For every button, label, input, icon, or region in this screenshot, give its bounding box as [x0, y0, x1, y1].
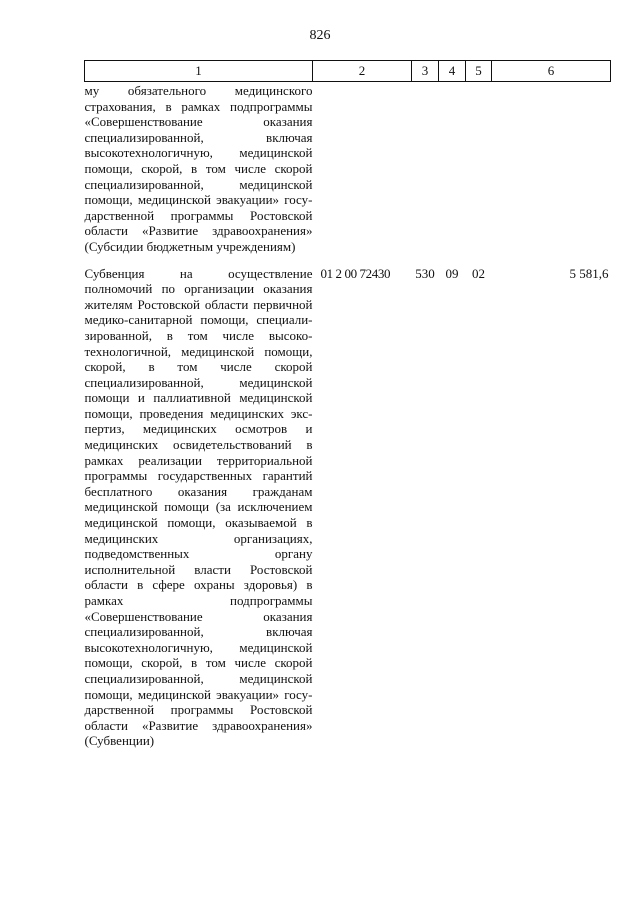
row-target-code: 01 2 00 72430 — [320, 265, 391, 281]
row-subsection: 02 — [472, 265, 485, 281]
row-amount: 5 581,6 — [569, 265, 609, 281]
table-row — [85, 255, 611, 749]
row-target-code — [313, 82, 412, 255]
row-expense-type — [412, 82, 439, 255]
column-header-3: 3 — [412, 61, 439, 82]
row-expense-type: 530 — [415, 265, 435, 281]
budget-table — [84, 60, 611, 749]
column-header-2: 2 — [313, 61, 412, 82]
row-description: му обязательного медицинского страхования, в рамках подпрограммы «Совершенствование оказания специализированной, включая высокотехнологичную, медицинской помощи, скорой, в том числе скорой специализированной, медицинской помощи, медицинской эвакуации» государственной программы Ростовской области «Развитие здравоохранения» (Субсидии бюджетным учреждениям) — [84, 83, 313, 254]
table-header-row — [85, 61, 611, 82]
column-header-4: 4 — [439, 61, 466, 82]
row-section — [439, 82, 466, 255]
row-description: Субвенция на осуществление полномочий по организации оказания жителям Ростовской области первичной медико-санитарной помощи, специализированной, в том числе высокотехнологичной, медицинской помощи, скорой, в том числе скорой специализированной, медицинской помощи и паллиативной медицинской помощи, проведения медицинских экспертиз, медицинских осмотров и медицинских освидетельствований в рамках реализации территориальной программы государственных гарантий бесплатного оказания гражданам медицинской помощи (за исключением медицинской помощи, оказываемой в медицинских организациях, подведомственных органу исполнительной власти Ростовской области в сфере охраны здоровья) в рамках подпрограммы «Совершенствование оказания специализированной, включая высокотехнологичную, медицинской помощи, скорой, в том числе скорой специализированной, медицинской помощи, медицинской эвакуации» государственной программы Ростовской области «Развитие здравоохранения» (Субвенции) — [84, 265, 313, 749]
row-subsection — [466, 82, 492, 255]
column-header-5: 5 — [466, 61, 492, 82]
column-header-1: 1 — [85, 61, 313, 82]
page-number: 826 — [309, 28, 331, 43]
row-section: 09 — [445, 265, 459, 281]
column-header-6: 6 — [492, 61, 611, 82]
row-amount — [492, 82, 611, 255]
table-row — [85, 82, 611, 255]
